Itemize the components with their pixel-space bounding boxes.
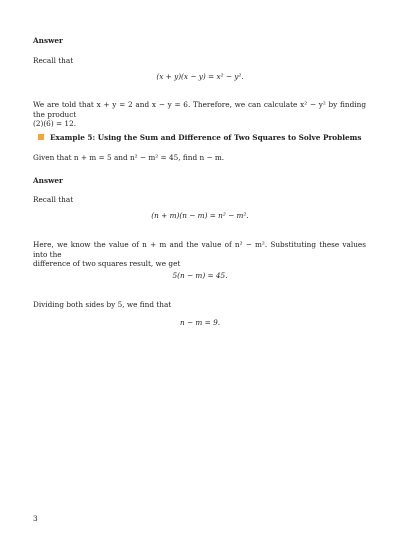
paragraph-line: (2)(6) = 12. <box>33 119 77 129</box>
recall-text: Recall that <box>33 56 74 65</box>
example-title: Example 5: Using the Sum and Difference of Two Squares to Solve Problems <box>50 133 362 142</box>
paragraph-given-values <box>33 100 366 129</box>
equation-identity-xy: (x + y)(x − y) = x² − y². <box>156 72 244 81</box>
answer-heading: Answer <box>33 36 63 45</box>
paragraph-line: Here, we know the value of n + m and the value of n² − m². Substituting these values into the <box>33 240 366 259</box>
dividing-text: Dividing both sides by 5, we find that <box>33 300 172 309</box>
answer-heading: Answer <box>33 176 63 185</box>
recall-text: Recall that <box>33 195 74 204</box>
equation-substituted: 5(n − m) = 45. <box>172 271 228 280</box>
example-marker-icon <box>38 134 44 140</box>
paragraph-line: difference of two squares result, we get <box>33 259 181 269</box>
equation-result: n − m = 9. <box>179 318 221 327</box>
equation-identity-nm: (n + m)(n − m) = n² − m². <box>151 211 249 220</box>
paragraph-substitution <box>33 240 366 269</box>
page-number: 3 <box>33 514 38 523</box>
paragraph-line: We are told that x + y = 2 and x − y = 6. Therefore, we can calculate x² − y² by finding the product <box>33 100 366 119</box>
given-statement: Given that n + m = 5 and n² − m² = 45, find n − m. <box>33 153 225 162</box>
